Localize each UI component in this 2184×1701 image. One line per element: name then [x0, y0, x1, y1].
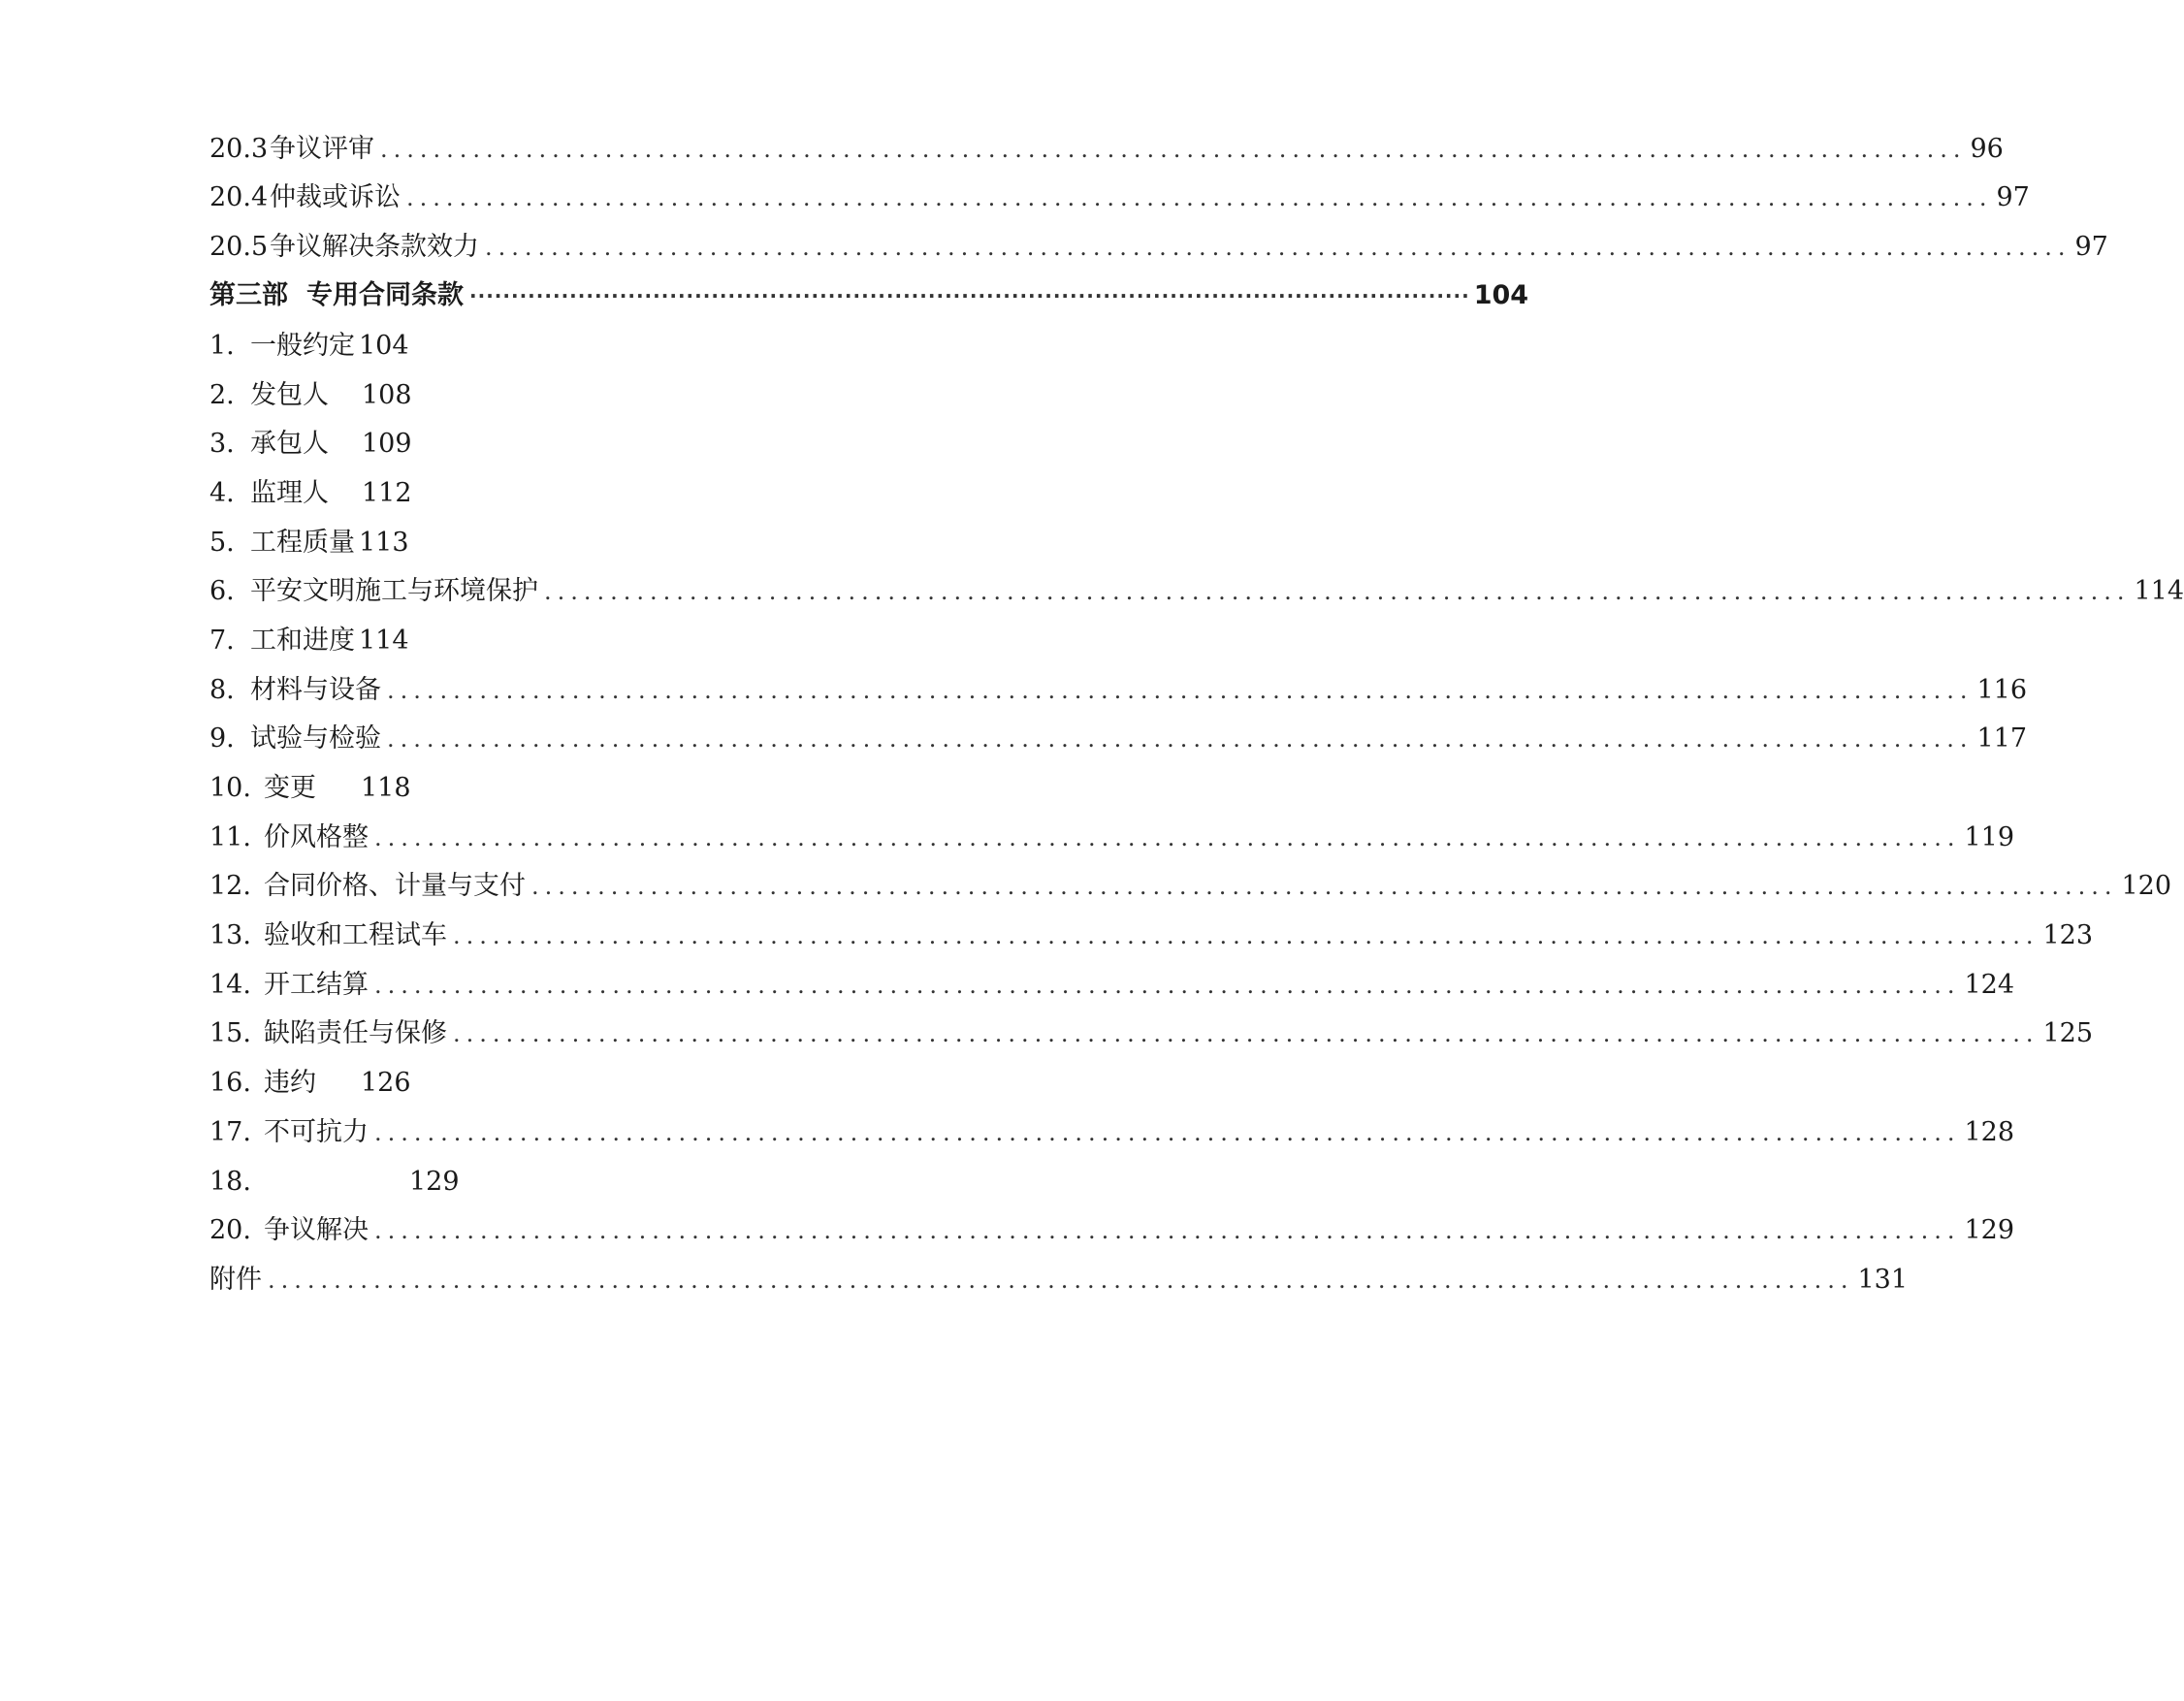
- toc-dot-leader: ........................................................................................................................: [544, 578, 2131, 605]
- toc-entry-page: 114: [359, 626, 409, 656]
- toc-entry-page: 124: [1964, 970, 2015, 1000]
- toc-entry[interactable]: [209, 425, 412, 464]
- toc-entry-title: 附件: [209, 1265, 262, 1295]
- toc-entry-number: 1.: [209, 331, 235, 361]
- toc-entry-number: 10.: [209, 773, 251, 803]
- toc-entry-title: 违约: [264, 1068, 316, 1098]
- toc-entry[interactable]: [209, 622, 409, 660]
- toc-entry-number: 6.: [209, 576, 235, 606]
- toc-entry-number: 18.: [209, 1167, 251, 1197]
- toc-entry-number: 8.: [209, 675, 235, 705]
- toc-entry-title: 平安文明施工与环境保护: [250, 576, 538, 606]
- toc-entry-number: 20.4: [209, 182, 269, 212]
- toc-entry-number: 2.: [209, 380, 235, 410]
- toc-entry[interactable]: [209, 1163, 460, 1202]
- toc-entry-number: 9.: [209, 723, 235, 754]
- toc-entry[interactable]: [209, 1113, 2015, 1152]
- toc-entry-page: 129: [1964, 1215, 2015, 1245]
- toc-entry-page: 104: [359, 331, 409, 361]
- toc-entry-page: 113: [359, 528, 409, 558]
- toc-entry-title: 合同价格、计量与支付: [264, 871, 526, 901]
- toc-dot-leader: ........................................................................................................................: [453, 1020, 2039, 1047]
- toc-entry-number: 20.5: [209, 232, 269, 262]
- toc-entry-title: 不可抗力: [264, 1117, 369, 1147]
- toc-entry-page: 108: [362, 380, 412, 410]
- toc-entry-number: 7.: [209, 626, 235, 656]
- toc-entry-page: 118: [361, 773, 411, 803]
- toc-entry-title: 争议评审: [270, 134, 374, 164]
- toc-entry[interactable]: [209, 966, 2015, 1005]
- toc-entry-title: 监理人: [250, 478, 329, 508]
- toc-entry[interactable]: [209, 228, 2108, 267]
- toc-entry[interactable]: [209, 671, 2028, 710]
- toc-entry-page: 114: [2134, 576, 2184, 606]
- toc-entry-title: 发包人: [250, 380, 329, 410]
- toc-entry-page: 129: [409, 1167, 460, 1197]
- toc-entry-title: 工和进度: [250, 626, 355, 656]
- toc-entry-page: 96: [1970, 134, 2004, 164]
- toc-entry-page: 128: [1964, 1117, 2015, 1147]
- toc-entry-title: 工程质量: [250, 528, 355, 558]
- toc-entry-page: 119: [1964, 822, 2015, 852]
- toc-entry-page: 125: [2042, 1018, 2094, 1048]
- toc-entry-title: 专用合同条款: [306, 280, 464, 310]
- toc-entry-page: 112: [362, 478, 412, 508]
- toc-entry-number: 17.: [209, 1117, 251, 1147]
- toc-entry[interactable]: [209, 720, 2028, 758]
- toc-entry[interactable]: [209, 818, 2015, 857]
- toc-entry[interactable]: [209, 376, 412, 415]
- toc-entry-page: 116: [1976, 675, 2028, 705]
- toc-entry-title: 试验与检验: [250, 723, 381, 754]
- toc-entry-title: 争议解决: [264, 1215, 369, 1245]
- toc-entry-number: 5.: [209, 528, 235, 558]
- toc-dot-leader: ........................................................................................................................: [374, 1119, 1961, 1146]
- toc-dot-leader: ........................................................................................................................: [387, 725, 1974, 753]
- toc-dot-leader: ........................................................................................................................: [380, 136, 1967, 163]
- toc-dot-leader: ........................................................................................................................: [374, 1217, 1961, 1244]
- toc-dot-leader: ........................................................................................................................: [268, 1267, 1854, 1294]
- toc-entry-number: 4.: [209, 478, 235, 508]
- toc-entry-page: 97: [1996, 182, 2030, 212]
- toc-entry-title: 争议解决条款效力: [270, 232, 479, 262]
- toc-entry-number: 13.: [209, 920, 251, 950]
- toc-entry[interactable]: [209, 474, 412, 513]
- toc-entry[interactable]: [209, 327, 409, 366]
- toc-entry-page: 109: [362, 429, 412, 459]
- toc-entry-number: 第三部: [209, 280, 288, 310]
- toc-entry-title: 变更: [264, 773, 316, 803]
- toc-entry-number: 11.: [209, 822, 251, 852]
- toc-entry-page: 97: [2074, 232, 2108, 262]
- toc-dot-leader: ························································································································: [469, 284, 1470, 307]
- toc-entry-page: 120: [2121, 871, 2172, 901]
- toc-entry[interactable]: [209, 916, 2094, 955]
- toc-entry-number: 16.: [209, 1068, 251, 1098]
- toc-entry-title: 仲裁或诉讼: [270, 182, 401, 212]
- toc-entry[interactable]: [209, 1064, 411, 1103]
- toc-dot-leader: ........................................................................................................................: [406, 184, 1993, 211]
- toc-entry[interactable]: [209, 276, 1529, 315]
- toc-dot-leader: ........................................................................................................................: [374, 972, 1961, 999]
- toc-entry-page: 123: [2042, 920, 2094, 950]
- toc-dot-leader: ........................................................................................................................: [374, 824, 1961, 851]
- toc-entry[interactable]: [209, 1261, 1909, 1300]
- toc-entry[interactable]: [209, 1014, 2094, 1053]
- toc-entry[interactable]: [209, 572, 2184, 611]
- toc-entry[interactable]: [209, 178, 2030, 217]
- toc-entry[interactable]: [209, 524, 409, 562]
- toc-entry-page: 104: [1473, 280, 1529, 310]
- toc-dot-leader: ........................................................................................................................: [453, 922, 2039, 949]
- toc-entry-title: 验收和工程试车: [264, 920, 447, 950]
- toc-dot-leader: ........................................................................................................................: [531, 873, 2118, 900]
- toc-entry-number: 3.: [209, 429, 235, 459]
- toc-entry-page: 131: [1857, 1265, 1909, 1295]
- toc-entry-title: 价风格整: [264, 822, 369, 852]
- toc-entry[interactable]: [209, 769, 411, 808]
- toc-entry-title: 开工结算: [264, 970, 369, 1000]
- toc-entry-number: 14.: [209, 970, 251, 1000]
- toc-entry-number: 20.: [209, 1215, 251, 1245]
- toc-entry-title: 材料与设备: [250, 675, 381, 705]
- toc-entry-number: 15.: [209, 1018, 251, 1048]
- toc-entry[interactable]: [209, 867, 2172, 906]
- toc-entry-title: 承包人: [250, 429, 329, 459]
- toc-entry-page: 117: [1976, 723, 2028, 754]
- toc-entry-title: 缺陷责任与保修: [264, 1018, 447, 1048]
- toc-entry-number: 12.: [209, 871, 251, 901]
- toc-entry-number: 20.3: [209, 134, 269, 164]
- toc-entry[interactable]: [209, 1211, 2015, 1250]
- toc-entry-title: 一般约定: [250, 331, 355, 361]
- toc-entry[interactable]: [209, 130, 2004, 169]
- toc-dot-leader: ........................................................................................................................: [387, 677, 1974, 704]
- toc-dot-leader: ........................................................................................................................: [485, 234, 2072, 261]
- toc-entry-page: 126: [361, 1068, 411, 1098]
